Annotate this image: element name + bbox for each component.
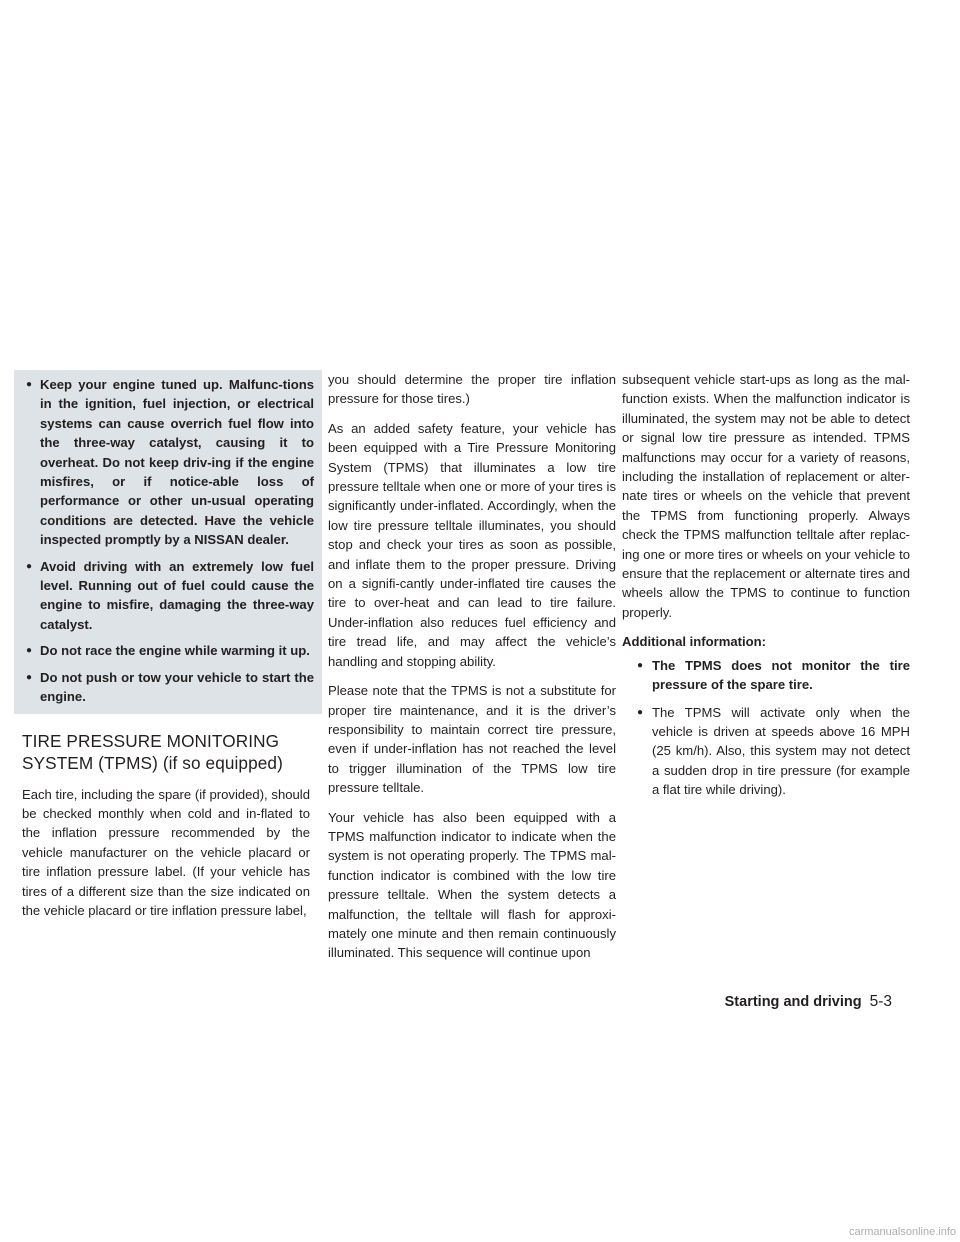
paragraph-safety-feature: As an added safety feature, your vehicle has been equipped with a Tire Pressure Monitoring System (TPMS) that illuminates a low tire pressure telltale when one or more of your tires is significantly under-inflated. Accordingly, when the low tire pressure telltale illuminates, you should stop and check your tires as soon as possible, and inflate them to the proper pressure. Driving on a signifi-cantly under-inflated tire causes the tire to over-heat and can lead to tire failure. Under-inflation also reduces fuel efficiency and tire tread life, and may affect the vehicle’s handling and stopping ability. bbox=[328, 420, 616, 669]
warning-item-text: Avoid driving with an extremely low fuel level. Running out of fuel could cause the engine to misfire, damaging the three-way catalyst. bbox=[40, 558, 314, 632]
section-title: TIRE PRESSURE MONITORING SYSTEM (TPMS) (if so equipped) bbox=[22, 730, 283, 773]
warning-item bbox=[26, 557, 314, 635]
warning-item bbox=[26, 641, 314, 660]
paragraph-malfunction-continued: subsequent vehicle start-ups as long as the mal-function exists. When the malfunction indicator is illuminated, the system may not be able to detect or signal low tire pressure as intended. TPMS malfunctions may occur for a variety of reasons, including the installation of replacement or alter-nate tires or wheels on the vehicle that prevent the TPMS from functioning properly. Always check the TPMS malfunction telltale after replac-ing one or more tires or wheels on your vehicle to ensure that the replacement or alternate tires and wheels allow the TPMS to continue to function properly. bbox=[622, 372, 910, 620]
warning-item-text: Do not push or tow your vehicle to start the engine. bbox=[40, 669, 314, 705]
bullet-icon: ● bbox=[26, 645, 33, 657]
list-item-text: The TPMS does not monitor the tire pressure of the spare tire. bbox=[652, 657, 910, 693]
list-item bbox=[637, 703, 910, 800]
bullet-icon: ● bbox=[26, 560, 33, 572]
column-3 bbox=[622, 370, 910, 808]
bullet-icon: ● bbox=[26, 379, 33, 390]
additional-info-list bbox=[622, 656, 910, 800]
paragraph-tire-check-continued: you should determine the proper tire inflation pressure for those tires.) bbox=[328, 372, 616, 407]
page-footer bbox=[725, 993, 892, 1011]
warning-item bbox=[26, 668, 314, 707]
bullet-icon: ● bbox=[637, 706, 644, 718]
column-1 bbox=[22, 370, 314, 930]
warning-item-text: Keep your engine tuned up. Malfunc-tions in the ignition, fuel injection, or electrical systems can cause overrich fuel flow into the three-way catalyst, causing it to overheat. Do not keep driv-ing if the engine misfires, or if notice-able loss of performance or other un-usual operating conditions are detected. Have the vehicle inspected promptly by a NISSAN dealer. bbox=[40, 377, 314, 548]
bullet-icon: ● bbox=[637, 659, 644, 671]
warning-item-text: Do not race the engine while warming it up. bbox=[40, 643, 310, 659]
watermark-text: carmanualsonline.info bbox=[848, 1226, 956, 1238]
footer-section-name: Starting and driving bbox=[724, 994, 862, 1010]
paragraph-tire-check: Each tire, including the spare (if provided), should be checked monthly when cold and in-flated to the inflation pressure recommended by the vehicle manufacturer on the vehicle placard or tire inflation pressure label. (If your vehicle has tires of a different size than the size indicated on the vehicle placard or tire inflation pressure label, bbox=[22, 786, 310, 918]
list-item-text: The TPMS will activate only when the vehicle is driven at speeds above 16 MPH (25 km/h). Also, this system may not detect a sudden drop in tire pressure (for example a flat tire while driving). bbox=[652, 704, 910, 798]
paragraph-malfunction-indicator: Your vehicle has also been equipped with a TPMS malfunction indicator to indicate when the system is not operating properly. The TPMS mal-function indicator is combined with the low tire pressure telltale. When the system detects a malfunction, the telltale will flash for approxi-mately one minute and then remain continuously illuminated. This sequence will continue upon bbox=[328, 809, 616, 961]
column-2 bbox=[328, 370, 616, 973]
page-number: 5-3 bbox=[869, 993, 892, 1010]
list-item bbox=[637, 656, 910, 695]
bullet-icon: ● bbox=[26, 671, 33, 683]
additional-info-heading: Additional information: bbox=[622, 634, 767, 650]
paragraph-maintenance-note: Please note that the TPMS is not a substitute for proper tire maintenance, and it is the driver’s responsibility to maintain correct tire pressure, even if under-inflation has not reached the level to trigger illumination of the TPMS low tire pressure telltale. bbox=[328, 683, 616, 796]
warning-item bbox=[26, 375, 314, 550]
warning-box bbox=[14, 370, 322, 714]
